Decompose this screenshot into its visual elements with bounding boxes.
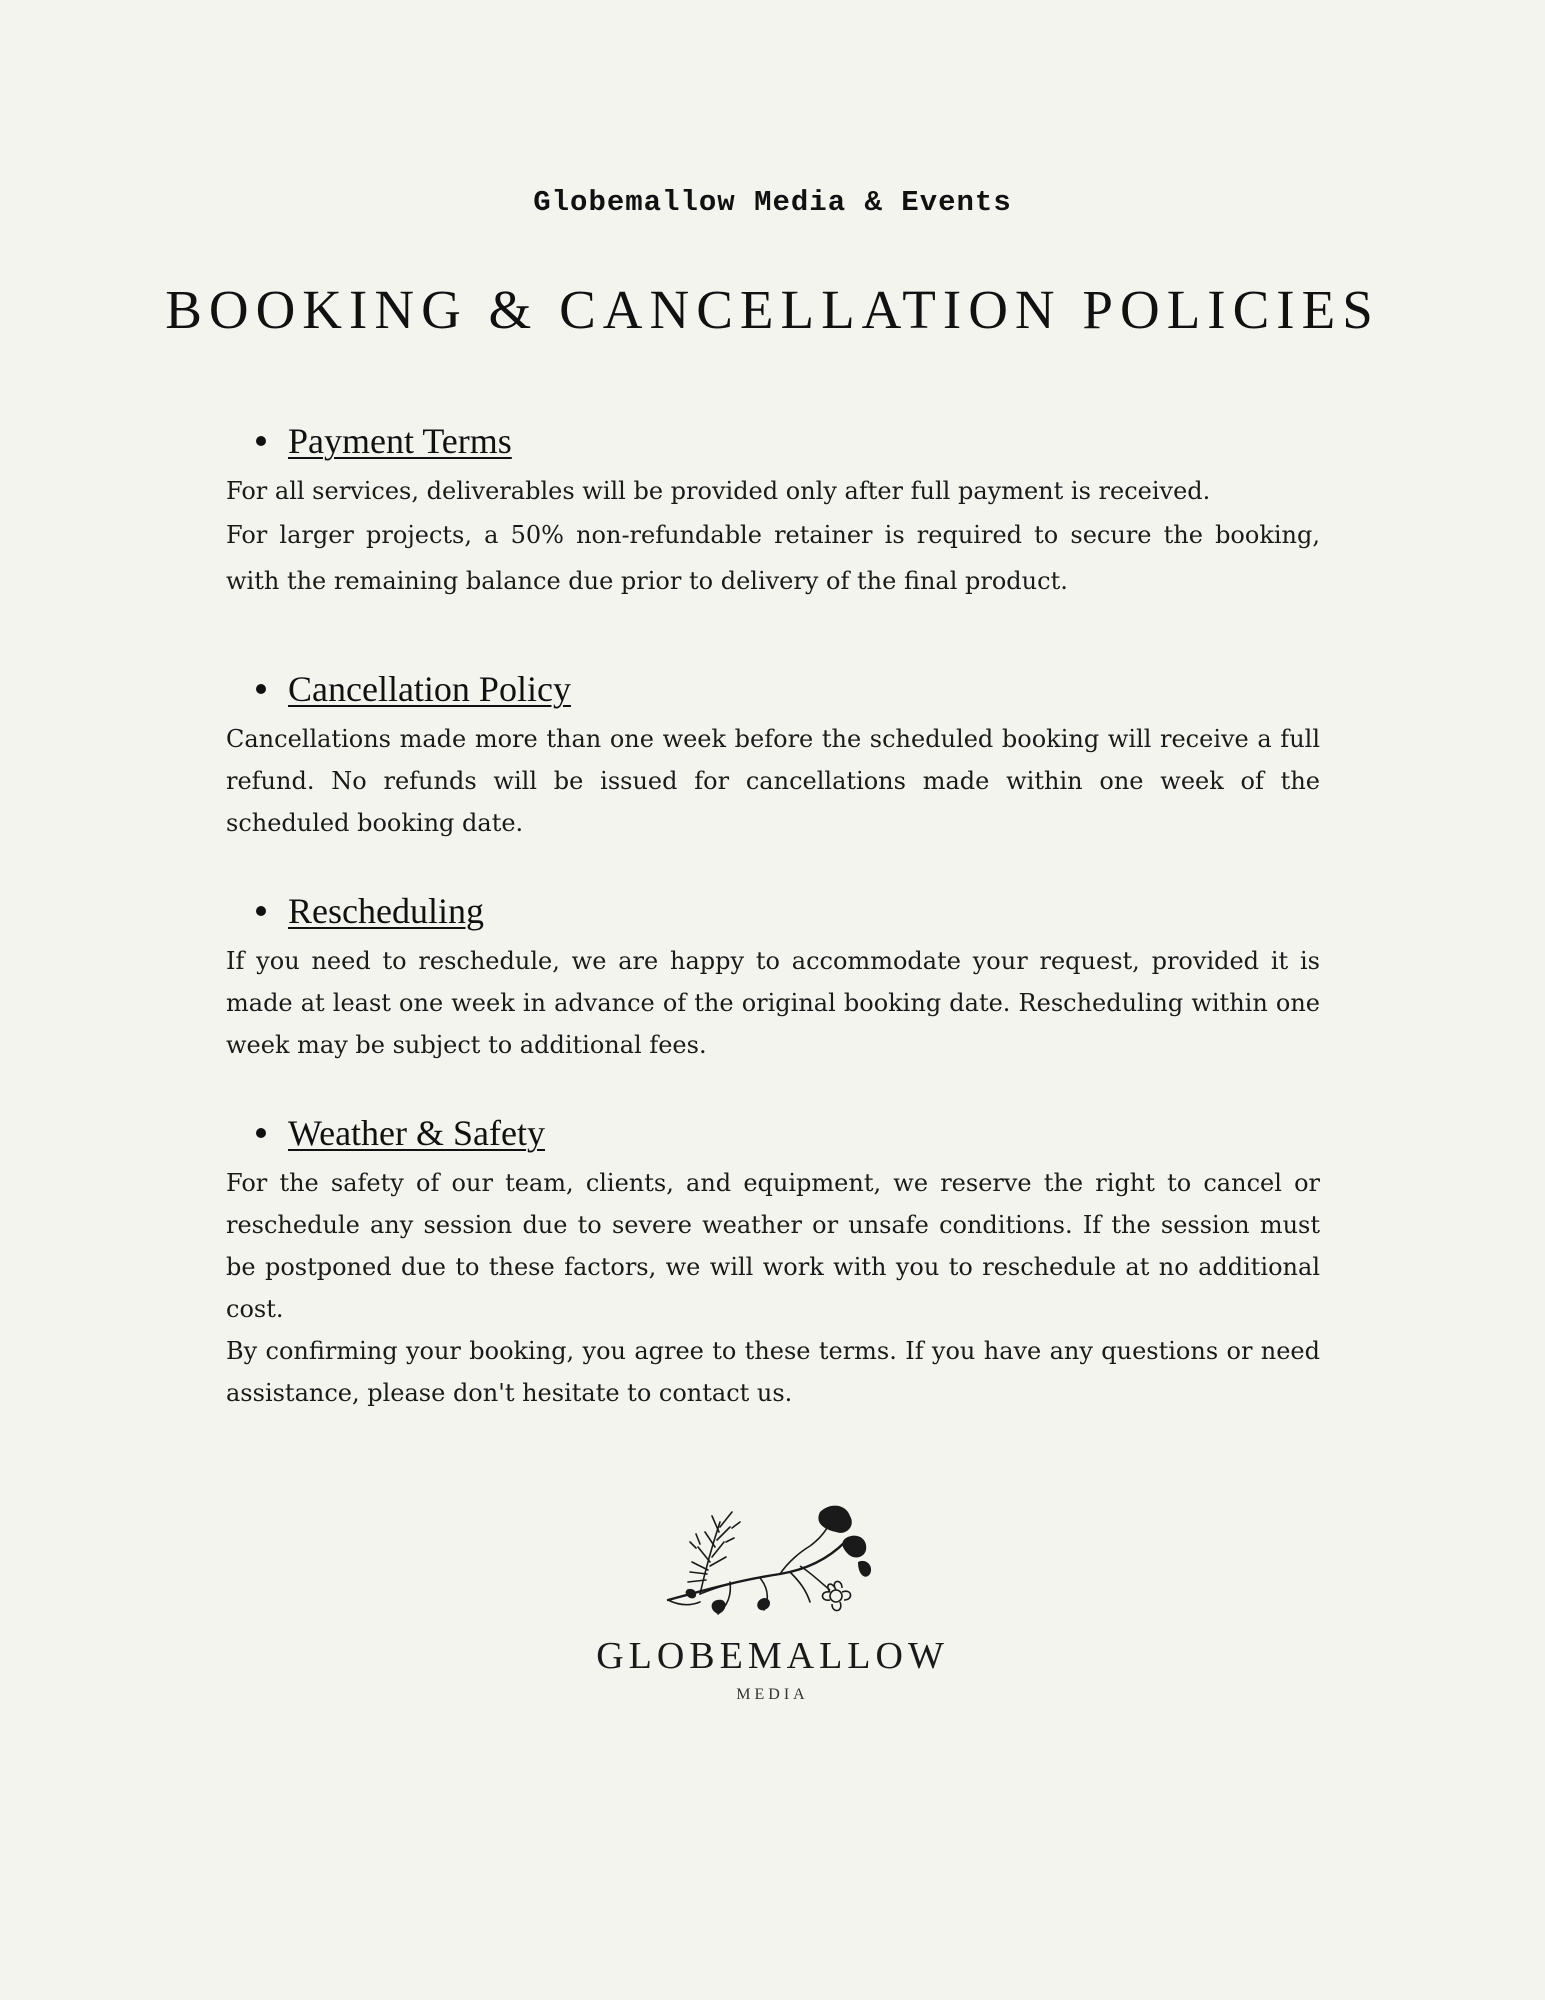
- logo-name: GLOBEMALLOW: [596, 1635, 949, 1677]
- page-title: BOOKING & CANCELLATION POLICIES: [165, 279, 1380, 340]
- section-paragraph: For larger projects, a 50% non-refundable retainer is required to secure the booking, with the remaining balance due prior to delivery of the final product.: [226, 521, 1320, 595]
- section-cancellation-policy: [226, 666, 1320, 844]
- section-paragraph: Cancellations made more than one week before the scheduled booking will receive a full refund. No refunds will be issued for cancellations made within one week of the scheduled booking date.: [226, 725, 1320, 837]
- section-paragraph: By confirming your booking, you agree to these terms. If you have any questions or need assistance, please don't hesitate to contact us.: [226, 1337, 1320, 1407]
- logo-subtitle: MEDIA: [736, 1686, 809, 1703]
- section-title: Payment Terms: [288, 421, 512, 461]
- floral-sprig-icon: [660, 1502, 885, 1632]
- section-paragraph: For all services, deliverables will be provided only after full payment is received.: [226, 477, 1211, 505]
- section-heading: [226, 666, 1320, 712]
- section-heading: [226, 1110, 1320, 1156]
- section-heading: [226, 418, 1320, 464]
- section-paragraph: If you need to reschedule, we are happy to accommodate your request, provided it is made at least one week in advance of the original booking date. Rescheduling within one week may be subject to additional fees.: [226, 947, 1320, 1059]
- section-title: Cancellation Policy: [288, 669, 571, 709]
- section-rescheduling: [226, 888, 1320, 1066]
- company-name: Globemallow Media & Events: [533, 186, 1012, 219]
- bullet-icon: [256, 684, 266, 694]
- bullet-icon: [256, 1128, 266, 1138]
- section-paragraph: For the safety of our team, clients, and equipment, we reserve the right to cancel or reschedule any session due to severe weather or unsafe conditions. If the session must be postponed due to these factors, we will work with you to reschedule at no additional cost.: [226, 1169, 1320, 1323]
- section-weather-safety: [226, 1110, 1320, 1414]
- bullet-icon: [256, 436, 266, 446]
- section-title: Rescheduling: [288, 891, 484, 931]
- bullet-icon: [256, 906, 266, 916]
- section-title: Weather & Safety: [288, 1113, 545, 1153]
- section-payment-terms: [226, 418, 1320, 604]
- section-heading: [226, 888, 1320, 934]
